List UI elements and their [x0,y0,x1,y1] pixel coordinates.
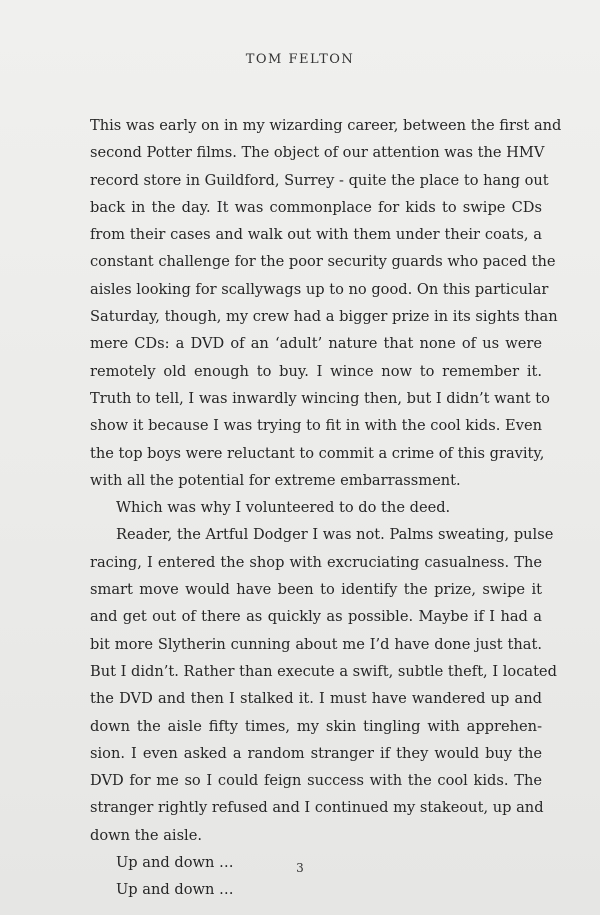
text-line: show it because I was trying to fit in with the cool kids. Even [90,417,542,435]
text-line: down the aisle. [90,826,202,844]
text-line: But I didn’t. Rather than execute a swift, subtle theft, I located [90,662,557,680]
text-line: This was early on in my wizarding career, between the first and [90,117,562,134]
text-line: Truth to tell, I was inwardly wincing then, but I didn’t want to [90,389,550,407]
text-line: down the aisle fifty times, my skin tingling with apprehen- [90,717,542,735]
text-line: bit more Slytherin cunning about me I’d have done just that. [90,635,542,653]
text-line: sion. I even asked a random stranger if they would buy the [90,744,542,762]
text-line: the top boys were reluctant to commit a crime of this gravity, [90,444,545,462]
page-number: 3 [296,861,304,875]
text-line: second Potter films. The object of our attention was the HMV [90,144,545,162]
text-line: smart move would have been to identify the prize, swipe it [90,581,542,599]
text-line: record store in Guildford, Surrey - quite the place to hang out [90,171,549,189]
text-line: racing, I entered the shop with excruciating casualness. The [90,553,542,571]
text-line: back in the day. It was commonplace for kids to swipe CDs [90,198,542,216]
text-line: the DVD and then I stalked it. I must have wandered up and [90,690,542,708]
text-line: stranger rightly refused and I continued my stakeout, up and [90,799,544,817]
text-line: Up and down … [116,854,234,872]
running-head: TOM FELTON [245,52,355,67]
text-line: from their cases and walk out with them under their coats, a [90,226,542,244]
text-line: Saturday, though, my crew had a bigger prize in its sights than [90,308,558,326]
text-line: and get out of there as quickly as possible. Maybe if I had a [90,608,542,626]
text-line: Reader, the Artful Dodger I was not. Palms sweating, pulse [116,526,554,544]
text-line: Which was why I volunteered to do the deed. [116,499,451,517]
text-line: aisles looking for scallywags up to no good. On this particular [90,280,549,298]
text-line: DVD for me so I could feign success with the cool kids. The [90,772,542,790]
text-line: constant challenge for the poor security guards who paced the [90,253,556,271]
text-line: Up and down … [116,881,234,899]
text-line: with all the potential for extreme embarrassment. [90,471,461,489]
text-line: remotely old enough to buy. I wince now to remember it. [90,362,542,380]
text-line: mere CDs: a DVD of an ‘adult’ nature that none of us were [90,335,542,353]
body-text [90,112,562,904]
